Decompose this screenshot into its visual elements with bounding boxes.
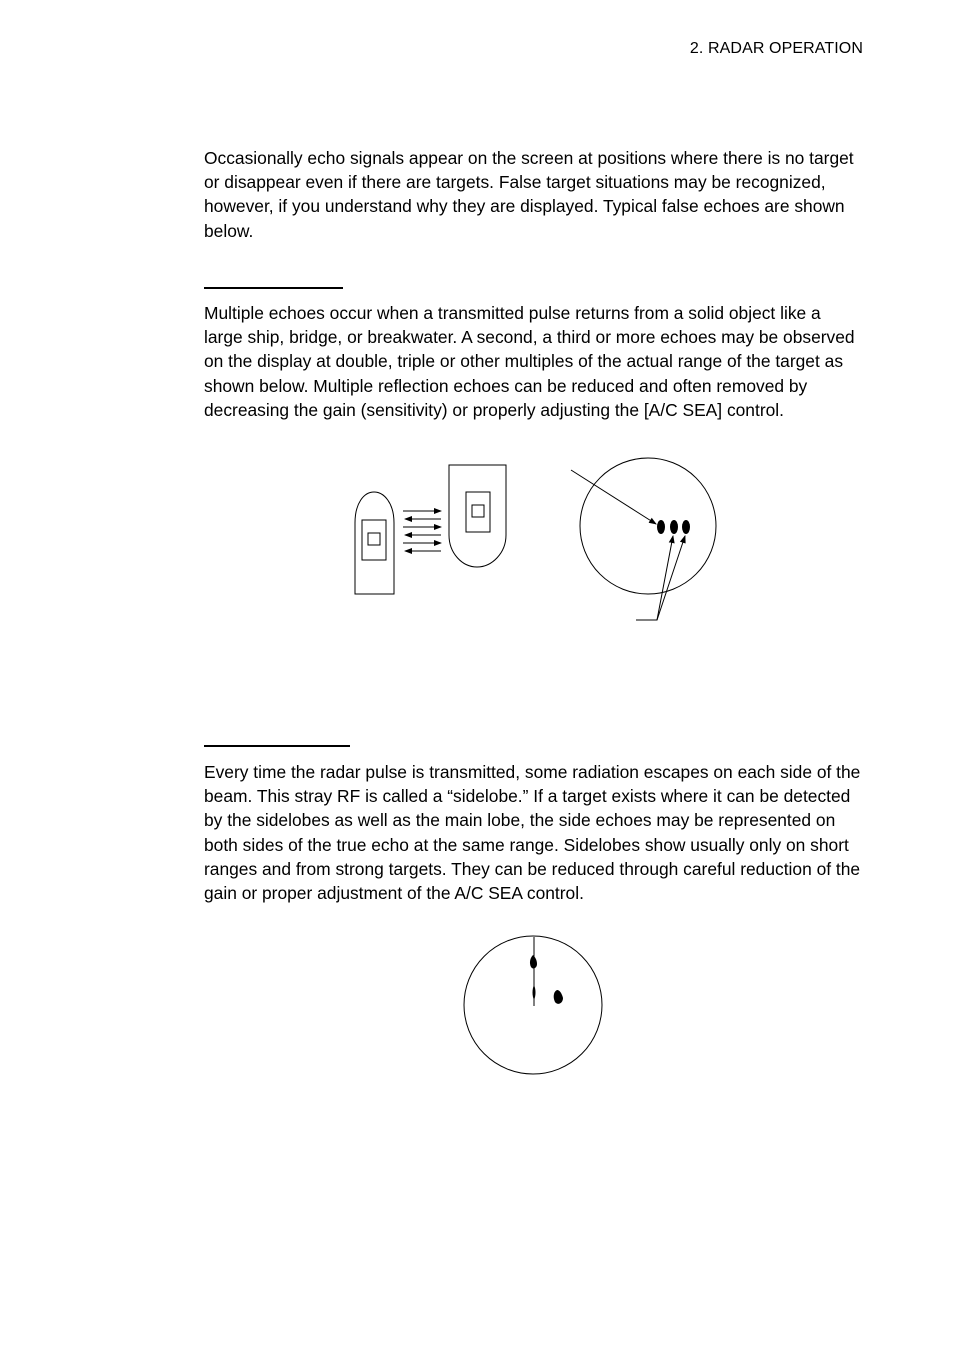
sidelobe-echoes-paragraph: Every time the radar pulse is transmitted, some radiation escapes on each side of the beam. This stray RF is called a “sidelobe.” If a target exists where it can be detected by the sidelobes as well as the main lobe, the side echoes may be represented on both sides of the true echo at the same range. Sidelobes show usually only on short ranges and from strong targets. They can be reduced through careful reduction of the gain or proper adjustment of the A/C SEA control. — [204, 762, 861, 904]
multiple-echo-mark-2 — [682, 520, 690, 534]
multiple-echo-leader-lines — [636, 536, 685, 620]
multiple-echoes-diagram — [340, 455, 740, 630]
sidelobe-echo-mark-lower — [533, 985, 536, 1000]
own-ship-icon — [355, 492, 394, 594]
multiple-echoes-paragraph: Multiple echoes occur when a transmitted pulse returns from a solid object like a large ship, bridge, or breakwater. A second, a third or more echoes may be observed on the display at double, triple or other multiples of the actual range of the target as shown below. Multiple reflection echoes can be reduced and often removed by decreasing the gain (sensitivity) or properly adjusting the [A/C SEA] control. — [204, 303, 855, 420]
section-heading-rule-sidelobe-echoes — [204, 745, 350, 747]
sidelobe-echo-mark-upper — [530, 955, 537, 968]
radar-display-circle — [580, 458, 716, 594]
pulse-reflection-arrows — [403, 511, 441, 551]
multiple-echo-mark-1 — [670, 520, 678, 534]
running-header: 2. RADAR OPERATION — [689, 40, 863, 57]
target-ship-icon — [449, 465, 506, 567]
sidelobe-echoes-diagram — [455, 930, 615, 1080]
true-echo-mark — [554, 990, 563, 1004]
section-heading-rule-multiple-echoes — [204, 287, 343, 289]
true-echo-mark — [657, 520, 665, 534]
true-echo-leader-line — [571, 470, 656, 524]
intro-paragraph: Occasionally echo signals appear on the screen at positions where there is no target or disappear even if there are targets. False target situations may be recognized, however, if you understand why they are displayed. Typical false echoes are shown below. — [204, 148, 854, 241]
